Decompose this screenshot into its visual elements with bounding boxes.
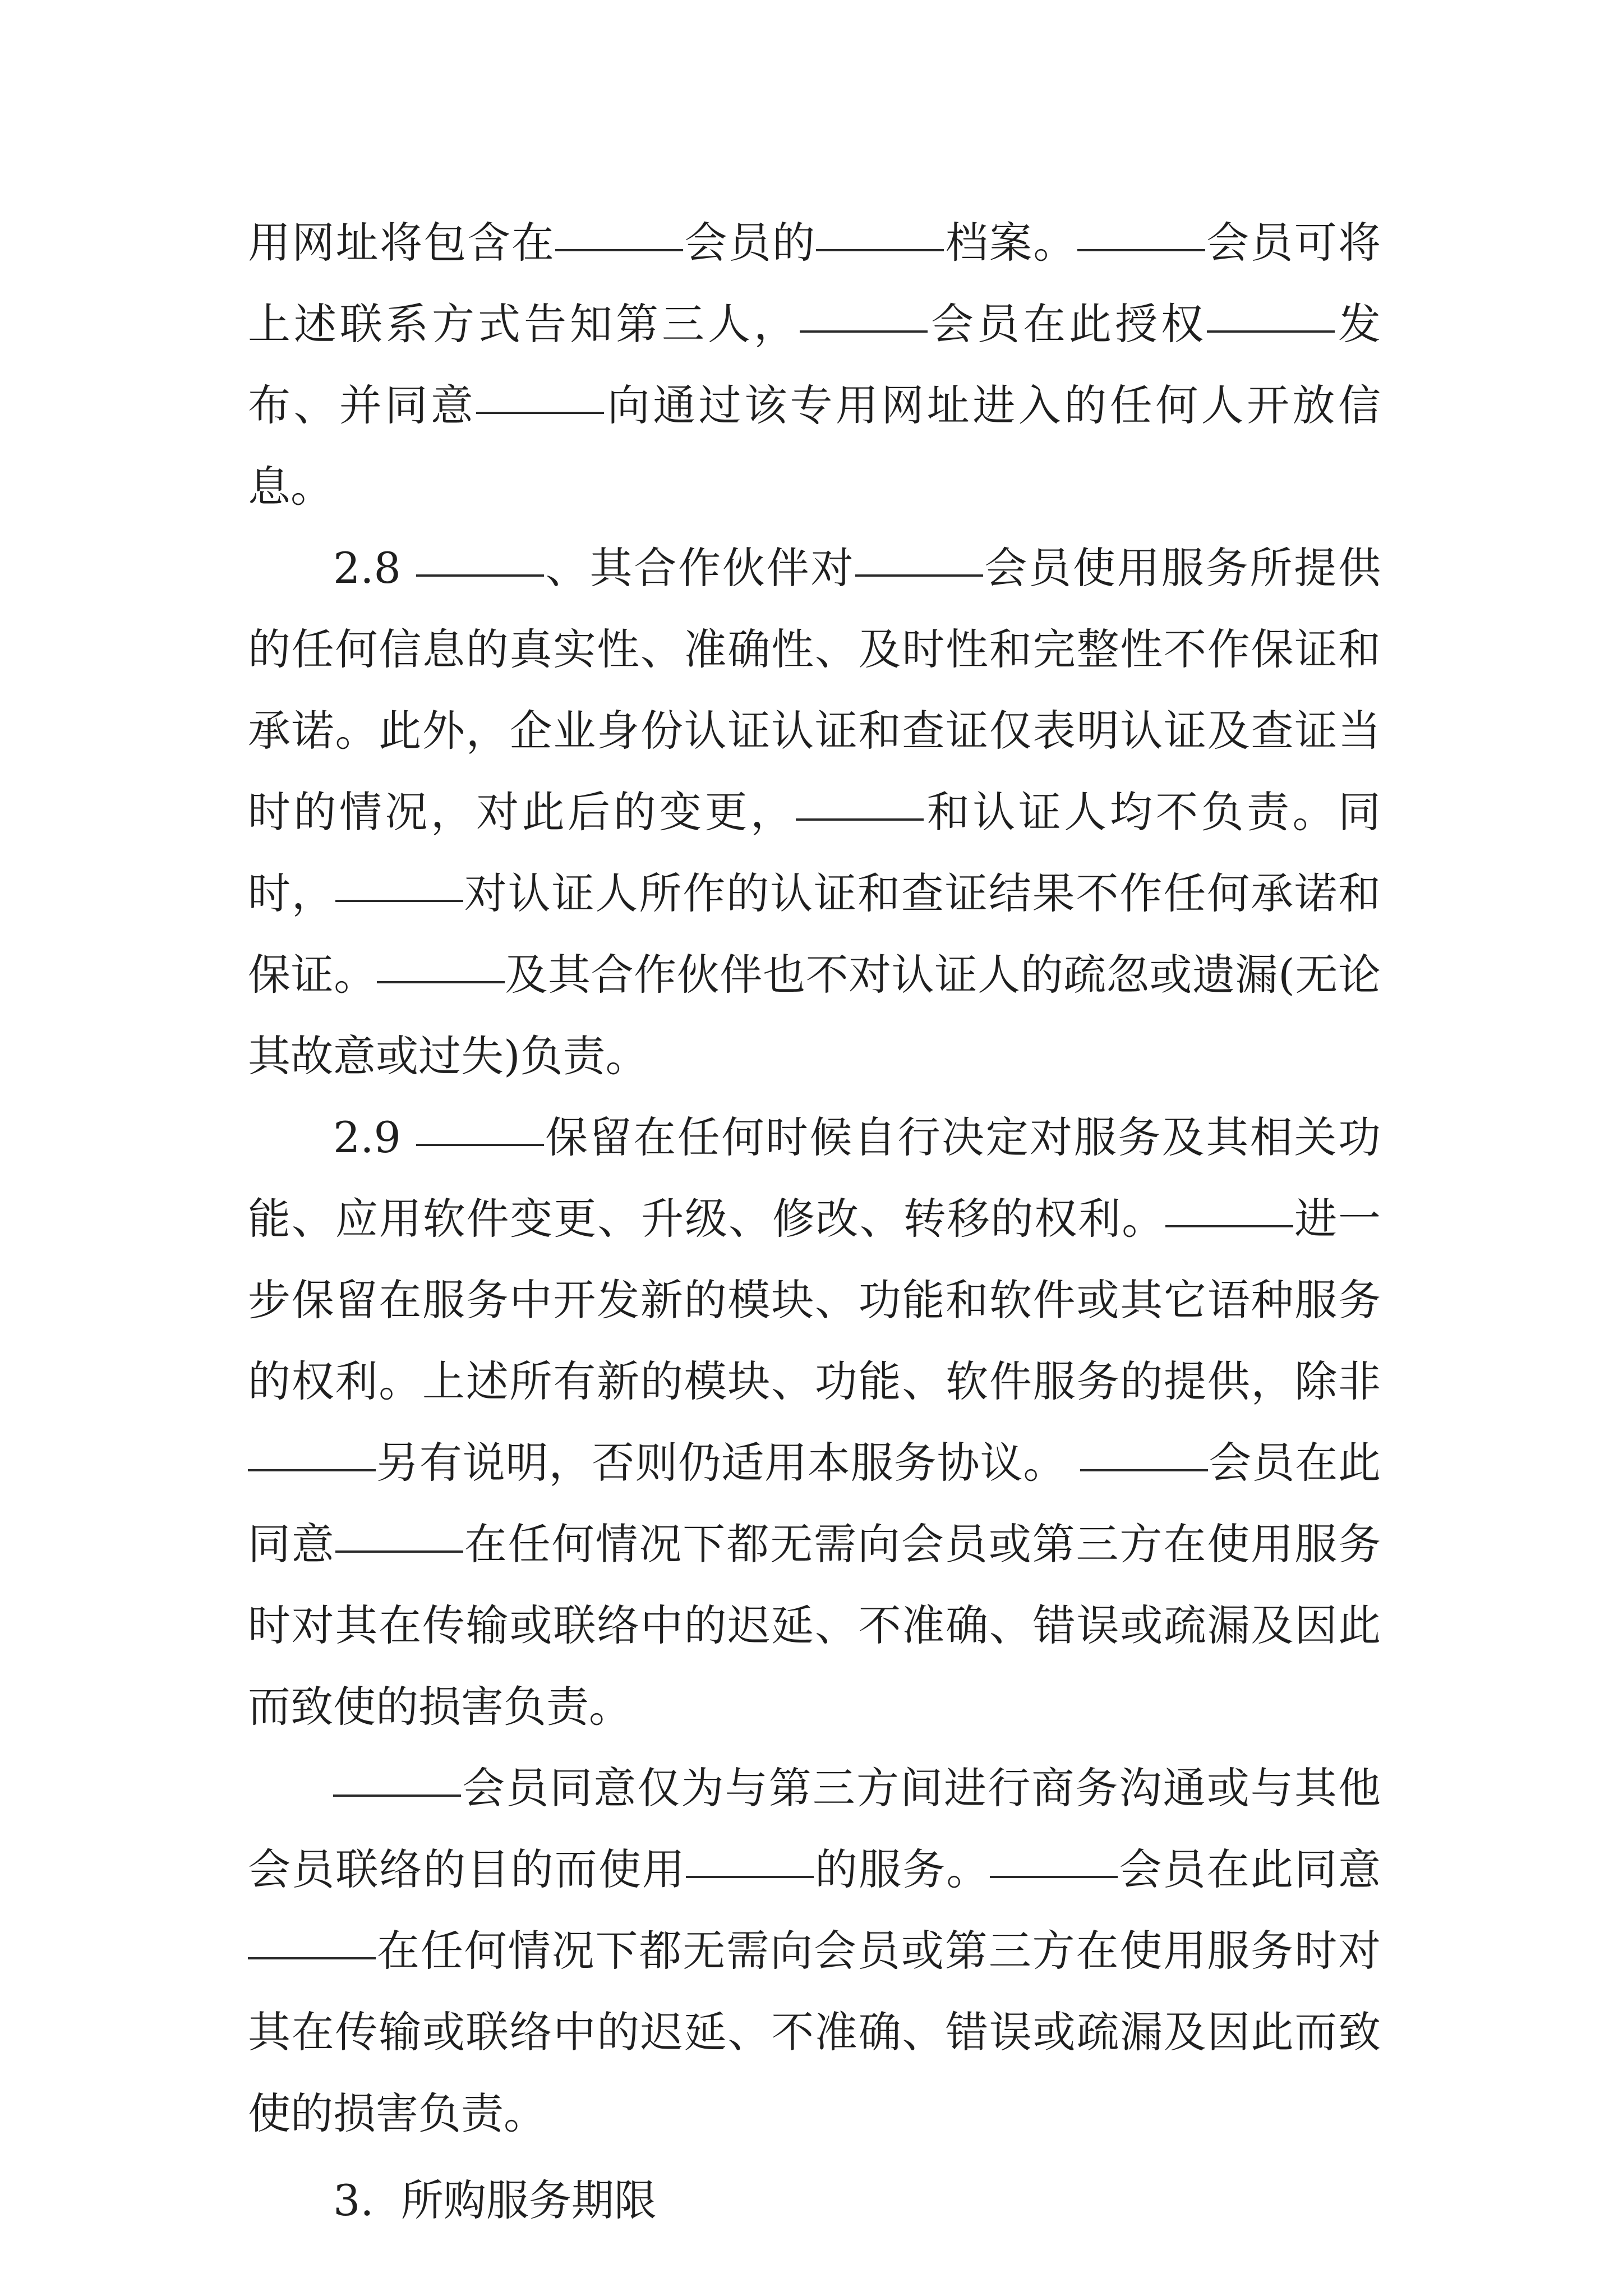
fill-in-blank [476,411,604,414]
paragraph-2-8: 2.8 、其合作伙伴对 会员使用服务所提供的任何信息的真实性、准确性、及时性和完整性不作保证和承诺。此外，企业身份认证认证和查证仅表明认证及查证当时的情况，对此后的变更， 和认证人均不负责。同时， 对认证人所作的认证和查证结果不作任何承诺和保证。 及其合作伙伴也不对认证人的疏忽或遗漏(无论其故意或过失)负责。 [248,543,1381,1081]
fill-in-blank [1080,1469,1208,1471]
section-title: 所购服务期限 [400,2175,657,2225]
fill-in-blank [335,899,463,902]
section-heading [248,2160,1381,2241]
fill-in-blank [1165,1225,1293,1227]
fill-in-blank [686,1875,814,1878]
fill-in-blank [416,574,544,577]
fill-in-blank [333,1794,461,1797]
fill-in-blank [416,1143,544,1146]
fill-in-blank [990,1875,1118,1878]
fill-in-blank [1077,249,1205,251]
document-page [248,202,1381,2241]
fill-in-blank [796,818,924,821]
fill-in-blank [816,249,944,251]
paragraph-continuation: 用网址将包含在 会员的 档案。 会员可将上述联系方式告知第三人， 会员在此授权 发布、并同意 向通过该专用网址进入的任何人开放信息。 [248,218,1381,512]
fill-in-blank [335,1550,463,1553]
fill-in-blank [555,249,683,251]
section-number: 3. [333,2175,374,2225]
fill-in-blank [1207,330,1335,333]
paragraph-member-agreement: 会员同意仅为与第三方间进行商务沟通或与其他会员联络的目的而使用 的服务。 会员在此同意在任何情况下都无需向会员或第三方在使用服务时对其在传输或联络中的迟延、不准确、错误或疏漏及因此而致使的损害负责。 [248,1763,1381,2138]
fill-in-blank [855,574,983,577]
fill-in-blank [800,330,928,333]
fill-in-blank [248,1957,376,1959]
fill-in-blank [377,981,505,983]
paragraph-2-9: 2.9 保留在任何时候自行决定对服务及其相关功能、应用软件变更、升级、修改、转移的权利。 进一步保留在服务中开发新的模块、功能和软件或其它语种服务的权利。上述所有新的模块、功能、软件服务的提供，除非另有说明，否则仍适用本服务协议。 会员在此同意 在任何情况下都无需向会员或第三方在使用服务时对其在传输或联络中的迟延、不准确、错误或疏漏及因此而致使的损害负责。 [248,1112,1381,1732]
fill-in-blank [248,1469,376,1471]
